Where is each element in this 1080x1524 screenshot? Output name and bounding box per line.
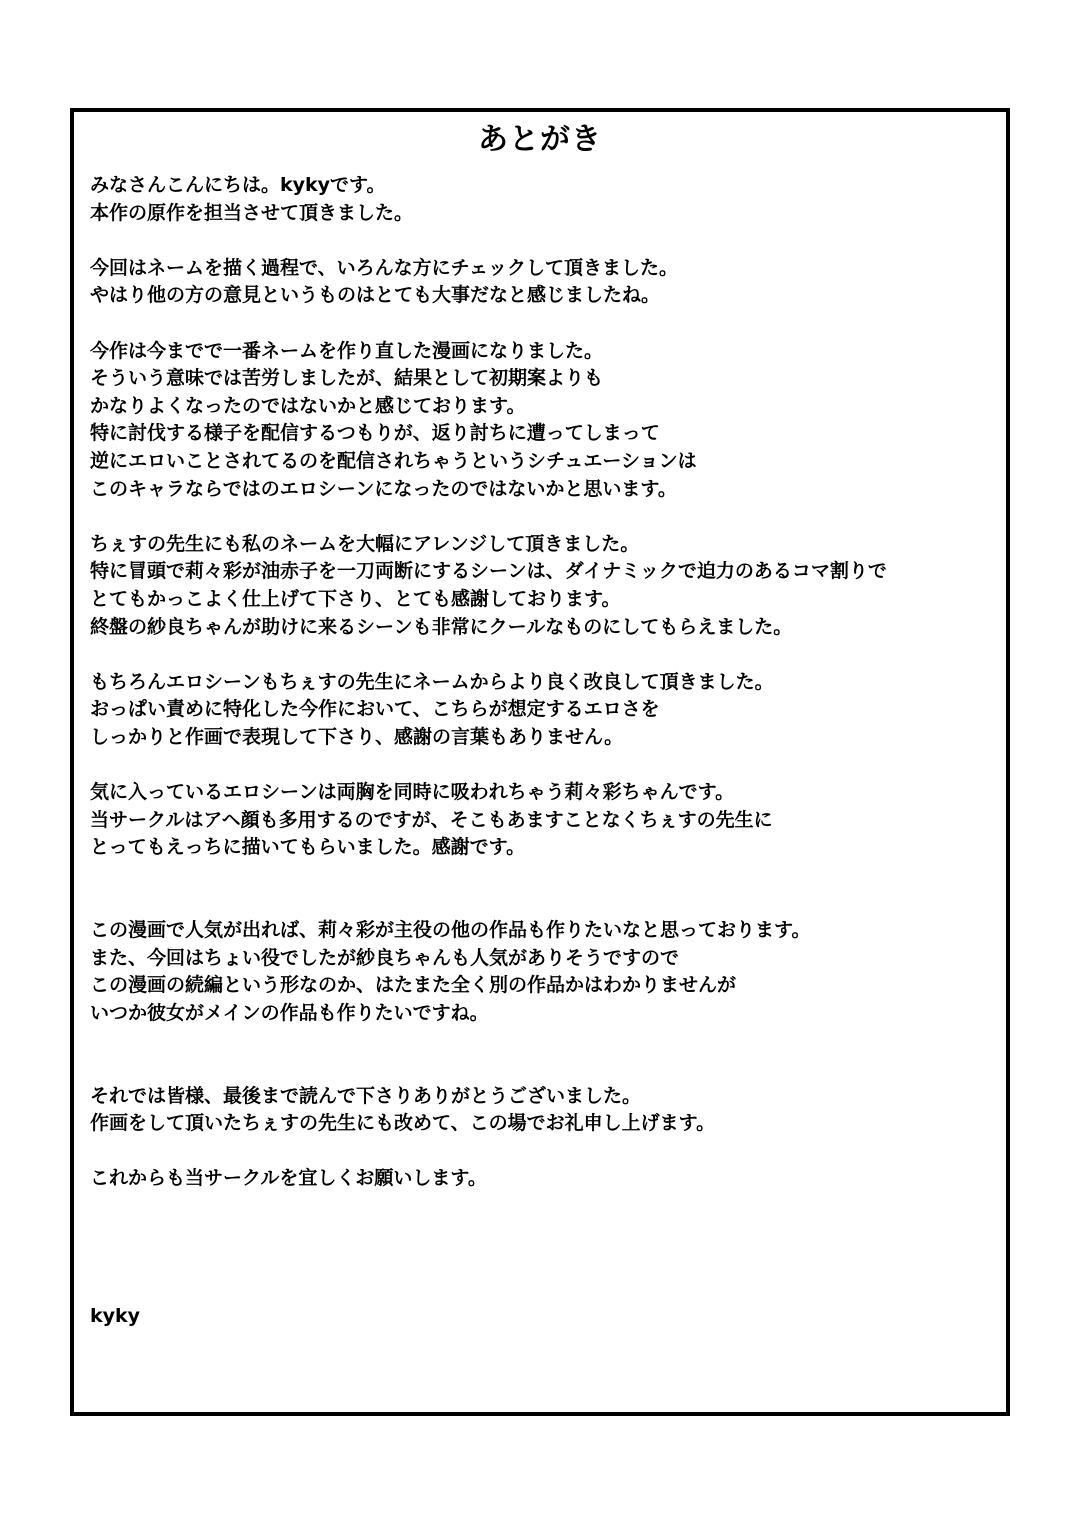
paragraph-line: もちろんエロシーンもちぇすの先生にネームからより良く改良して頂きました。 [90, 670, 774, 693]
paragraph-line: それでは皆様、最後まで読んで下さりありがとうございました。 [90, 1084, 642, 1107]
afterword-body [90, 172, 1000, 1331]
paragraph-line: みなさんこんにちは。kykyです。 [90, 174, 386, 196]
page-title: あとがき [478, 122, 602, 157]
paragraph-line: ちぇすの先生にも私のネームを大幅にアレンジして頂きました。 [90, 532, 640, 555]
paragraph-line: 特に討伐する様子を配信するつもりが、返り討ちに遭ってしまって [90, 422, 660, 445]
paragraph-line: 作画をして頂いたちぇすの先生にも改めて、この場でお礼申し上げます。 [90, 1112, 716, 1135]
paragraph-line: 特に冒頭で莉々彩が油赤子を一刀両断にするシーンは、ダイナミックで迫力のあるコマ割りで [90, 560, 887, 583]
paragraph-line: 今回はネームを描く過程で、いろんな方にチェックして頂きました。 [90, 256, 679, 279]
paragraph-line: 終盤の紗良ちゃんが助けに来るシーンも非常にクールなものにしてもらえました。 [90, 615, 793, 638]
paragraph-line: 今作は今までで一番ネームを作り直した漫画になりました。 [90, 339, 604, 362]
paragraph-line: かなりよくなったのではないかと感じております。 [90, 394, 526, 417]
paragraph-line: 気に入っているエロシーンは両胸を同時に吸われちゃう莉々彩ちゃんです。 [90, 781, 735, 804]
afterword-frame [70, 108, 1010, 1416]
paragraph-line: この漫画で人気が出れば、莉々彩が主役の他の作品も作りたいなと思っております。 [90, 919, 811, 942]
paragraph-line: やはり他の方の意見というものはとても大事だなと感じましたね。 [90, 284, 661, 307]
paragraph-line: いつか彼女がメインの作品も作りたいですね。 [90, 1001, 489, 1024]
paragraph-line: また、今回はちょい役でしたが紗良ちゃんも人気がありそうですので [90, 946, 680, 969]
paragraph-line: この漫画の続編という形なのか、はたまた全く別の作品かはわかりませんが [90, 974, 737, 997]
paragraph-line: これからも当サークルを宜しくお願いします。 [90, 1167, 487, 1190]
paragraph-line: このキャラならではのエロシーンになったのではないかと思います。 [90, 477, 677, 500]
paragraph-line: しっかりと作画で表現して下さり、感謝の言葉もありません。 [90, 725, 624, 748]
paragraph-line: 逆にエロいことされてるのを配信されちゃうというシチュエーションは [90, 449, 697, 472]
paragraph-line: とてもかっこよく仕上げて下さり、とても感謝しております。 [90, 587, 621, 610]
paragraph-line: そういう意味では苦労しましたが、結果として初期案よりも [90, 367, 604, 390]
paragraph-line: おっぱい責めに特化した今作において、こちらが想定するエロさを [90, 698, 660, 721]
signature: kyky [90, 1305, 141, 1328]
paragraph-line: 当サークルはアヘ顔も多用するのですが、そこもあますことなくちぇすの先生に [90, 808, 773, 831]
paragraph-line: 本作の原作を担当させて頂きました。 [90, 201, 414, 224]
paragraph-line: とってもえっちに描いてもらいました。感謝です。 [90, 836, 526, 859]
